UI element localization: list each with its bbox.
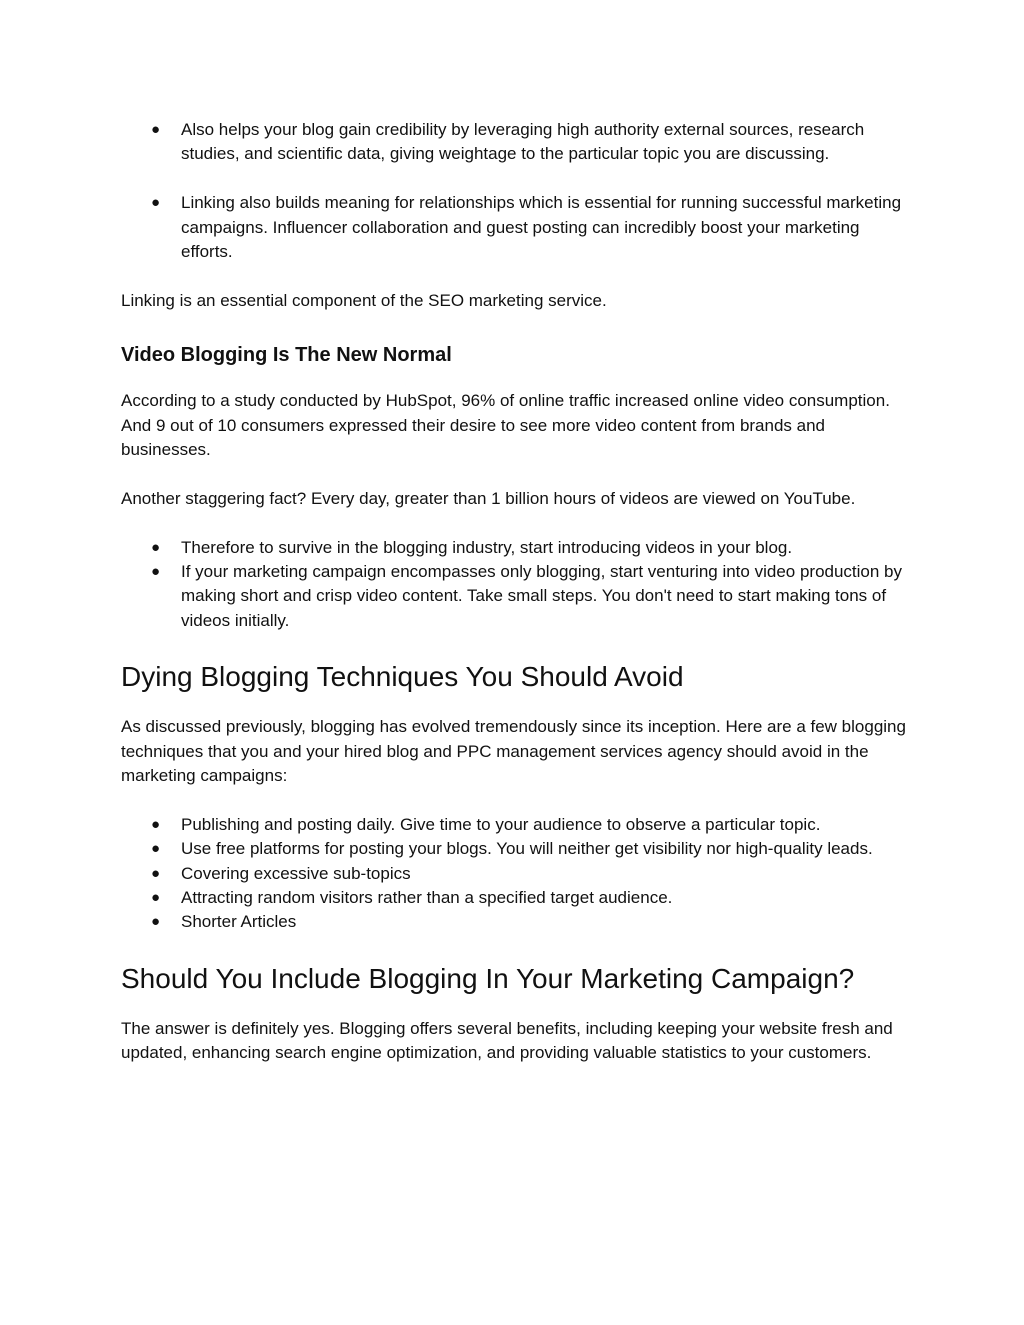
document-page <box>121 118 911 1066</box>
linking-paragraph: Linking is an essential component of the SEO marketing service. <box>121 290 607 310</box>
staggering-fact-paragraph: Another staggering fact? Every day, greater than 1 billion hours of videos are viewed on YouTube. <box>121 488 856 508</box>
list-item: ● If your marketing campaign encompasses only blogging, start venturing into video production by making short and crisp video content. Take small steps. You don't need to start making tons of videos initially. <box>121 560 911 633</box>
list-item: ● Also helps your blog gain credibility by leveraging high authority external sources, research studies, and scientific data, giving weightage to the particular topic you are discussing. <box>121 118 911 167</box>
discussed-paragraph: As discussed previously, blogging has evolved tremendously since its inception. Here are a few blogging techniques that you and your hired blog and PPC management services agency should avoid in the marketing campaigns: <box>121 717 906 786</box>
answer-paragraph: The answer is definitely yes. Blogging offers several benefits, including keeping your website fresh and updated, enhancing search engine optimization, and providing valuable statistics to your customers. <box>121 1018 893 1063</box>
avoid-techniques-list <box>121 813 911 935</box>
credibility-list <box>121 118 911 167</box>
list-item: ● Use free platforms for posting your blogs. You will neither get visibility nor high-quality leads. <box>121 837 911 861</box>
list-item: ● Covering excessive sub-topics <box>121 862 911 886</box>
dying-techniques-heading: Dying Blogging Techniques You Should Avoid <box>121 661 684 693</box>
list-item: ● Shorter Articles <box>121 910 911 934</box>
list-item: ● Attracting random visitors rather than a specified target audience. <box>121 886 911 910</box>
list-item: ● Publishing and posting daily. Give time to your audience to observe a particular topic. <box>121 813 911 837</box>
list-item: ● Linking also builds meaning for relationships which is essential for running successful marketing campaigns. Influencer collaboration and guest posting can incredibly boost your marketing efforts. <box>121 191 911 264</box>
list-item: ● Therefore to survive in the blogging industry, start introducing videos in your blog. <box>121 536 911 560</box>
video-tips-list <box>121 536 911 634</box>
relationships-list <box>121 191 911 264</box>
hubspot-paragraph: According to a study conducted by HubSpot, 96% of online traffic increased online video consumption. And 9 out of 10 consumers expressed their desire to see more video content from brands and businesses. <box>121 391 890 460</box>
video-blogging-heading: Video Blogging Is The New Normal <box>121 344 452 367</box>
include-blogging-heading: Should You Include Blogging In Your Marketing Campaign? <box>121 962 855 994</box>
